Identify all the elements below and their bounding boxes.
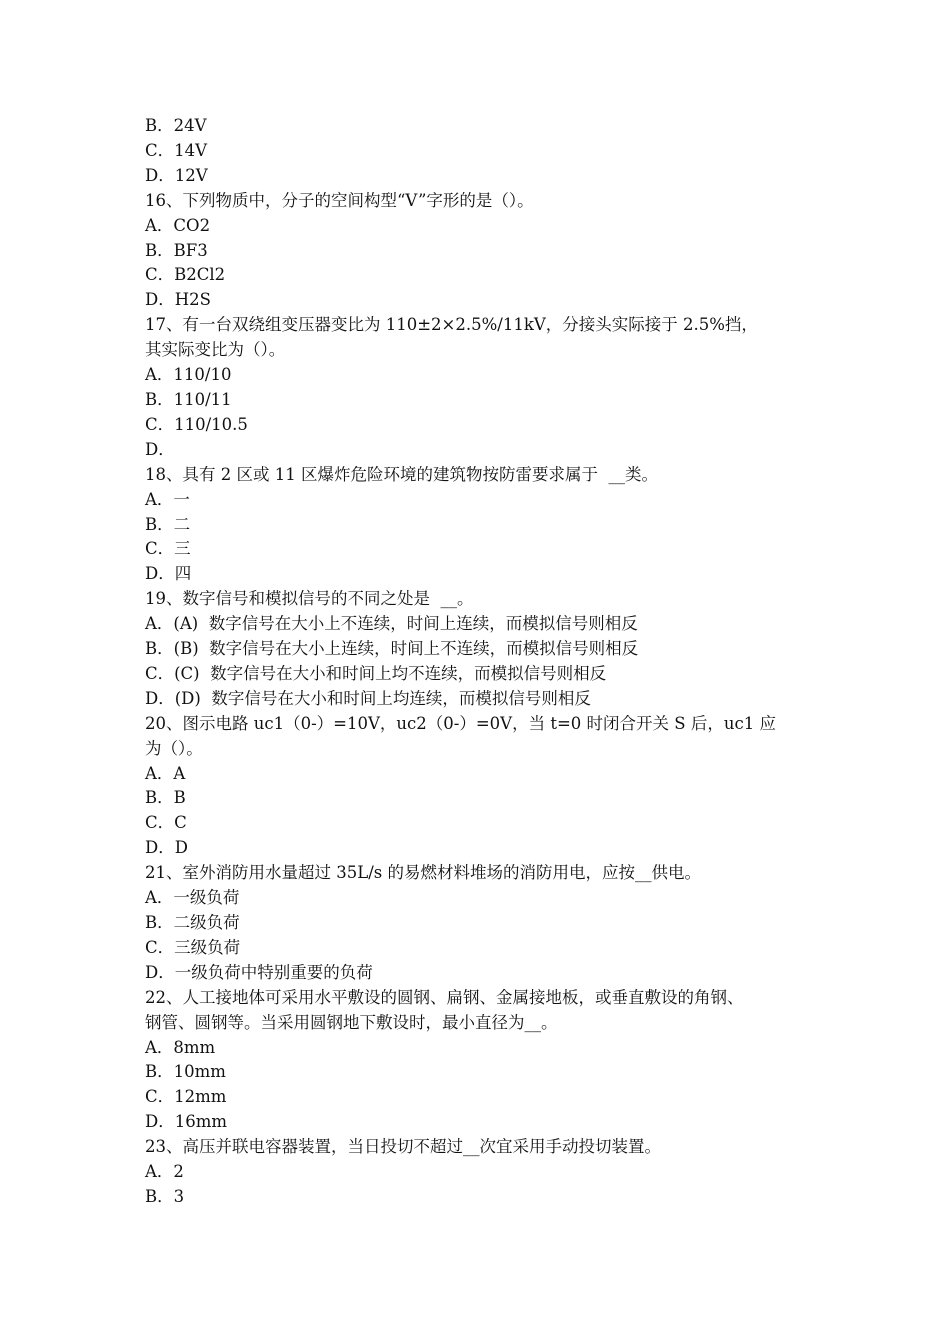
option-line: D． — [145, 439, 175, 459]
question-line: 20、图示电路 uc1（0-）=10V，uc2（0-）=0V，当 t=0 时闭合开关 S 后，uc1 应 — [145, 713, 776, 733]
option-line: B．二级负荷 — [145, 913, 240, 932]
option-line: C．三 — [145, 539, 191, 559]
question-line: 钢管、圆钢等。当采用圆钢地下敷设时，最小直径为__。 — [145, 1012, 558, 1032]
option-line: A．A — [145, 763, 186, 783]
option-line: D．D — [145, 838, 188, 858]
option-line: C．12mm — [145, 1087, 227, 1107]
option-line: C．B2Cl2 — [145, 265, 226, 285]
option-line: A．一 — [145, 489, 190, 509]
question-line: 23、高压并联电容器装置，当日投切不超过__次宜采用手动投切装置。 — [145, 1137, 661, 1157]
option-line: B．110/11 — [145, 389, 232, 409]
question-line: 17、有一台双绕组变压器变比为 110±2×2.5%/11kV，分接头实际接于 2.5%挡， — [145, 315, 758, 335]
option-line: D．16mm — [145, 1112, 228, 1132]
question-line: 为（）。 — [145, 738, 203, 758]
option-line: A．CO2 — [145, 215, 211, 235]
option-line: C．三级负荷 — [145, 937, 241, 957]
option-line: D．四 — [145, 564, 192, 584]
question-line: 22、人工接地体可采用水平敷设的圆钢、扁钢、金属接地板，或垂直敷设的角钢、 — [145, 987, 744, 1007]
question-line: 16、下列物质中，分子的空间构型“V”字形的是（）。 — [145, 190, 534, 210]
option-line: A．2 — [145, 1162, 184, 1182]
question-line: 19、数字信号和模拟信号的不同之处是 __。 — [145, 589, 474, 609]
option-line: C．14V — [145, 140, 208, 160]
option-line: D．12V — [145, 165, 208, 185]
option-line: B．BF3 — [145, 240, 208, 260]
option-line: C．(C) 数字信号在大小和时间上均不连续，而模拟信号则相反 — [145, 663, 607, 683]
question-line: 18、具有 2 区或 11 区爆炸危险环境的建筑物按防雷要求属于 __类。 — [145, 464, 658, 484]
option-line: C．C — [145, 813, 187, 833]
option-line: D．一级负荷中特别重要的负荷 — [145, 962, 373, 982]
option-line: D．(D) 数字信号在大小和时间上均连续，而模拟信号则相反 — [145, 688, 591, 708]
option-line: A．一级负荷 — [145, 888, 240, 908]
option-line: B．24V — [145, 116, 207, 135]
option-line: A．(A) 数字信号在大小上不连续，时间上连续，而模拟信号则相反 — [145, 614, 638, 634]
option-line: B．二 — [145, 514, 191, 534]
question-line: 21、室外消防用水量超过 35L/s 的易燃材料堆场的消防用电，应按__供电。 — [145, 863, 701, 883]
option-line: B．10mm — [145, 1062, 226, 1082]
option-line: A．110/10 — [145, 365, 232, 385]
option-line: A．8mm — [145, 1037, 216, 1057]
option-line: D．H2S — [145, 290, 211, 310]
document-page — [145, 114, 825, 1210]
option-line: C．110/10.5 — [145, 414, 248, 434]
option-line: B．3 — [145, 1186, 185, 1206]
question-line: 其实际变比为（）。 — [145, 340, 286, 360]
option-line: B．B — [145, 788, 186, 808]
option-line: B．(B) 数字信号在大小上连续，时间上不连续，而模拟信号则相反 — [145, 639, 639, 659]
